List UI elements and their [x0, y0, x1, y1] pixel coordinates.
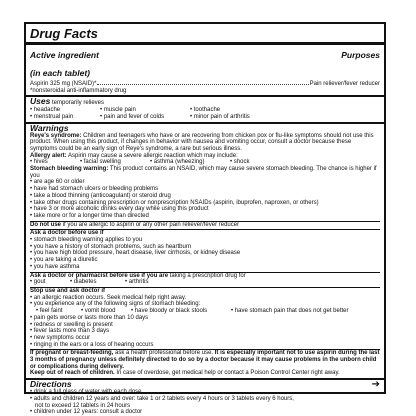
list-item: • vomit blood	[81, 308, 116, 315]
list-item: • pain and fever of colds	[100, 113, 165, 120]
ask-pharm-text: taking a prescription drug for	[169, 272, 246, 279]
ask-pharmacist	[30, 273, 380, 280]
ask-pharm-list	[30, 279, 380, 286]
list-item: • you have high blood pressure, heart disease, liver cirrhosis, or kidney disease	[30, 250, 241, 257]
keep-label: Keep out of reach of children.	[30, 370, 115, 377]
list-item: • asthma (wheezing)	[150, 159, 205, 166]
list-item: • shock	[230, 159, 250, 166]
pregnant-bold: It is especially important not to use aspirin during the last 3 months of pregnancy unless definitely directed to do so by a doctor because it may cause problems in the unborn child or complications during delivery.	[30, 350, 380, 370]
list-item: • arthritis	[125, 279, 149, 286]
list-item: • stomach bleeding warning applies to you	[30, 237, 143, 244]
list-item: • muscle pain	[100, 107, 136, 114]
stop-use-label: Stop use and ask doctor if	[30, 287, 106, 294]
active-ingredient-header	[30, 45, 380, 81]
warnings-heading: Warnings	[30, 122, 69, 133]
active-ingredient-heading: Active ingredient	[30, 50, 99, 60]
do-not-use-label: Do not use	[30, 221, 61, 228]
list-item: • drink a full glass of water with each dose	[30, 389, 142, 396]
list-item: • you are taking a diuretic	[30, 257, 98, 264]
list-item: • headache	[30, 107, 61, 114]
list-item: • children under 12 years: consult a doctor	[30, 409, 143, 416]
list-item: • feel faint	[36, 308, 63, 315]
list-item: • menstrual pain	[30, 113, 74, 120]
drug-facts-title: Drug Facts	[30, 26, 98, 41]
list-item: • adults and children 12 years and over: take 1 or 2 tablets every 4 hours or 3 tablets every 6 hours,	[30, 395, 294, 402]
allergy-list	[30, 159, 380, 166]
uses-heading: Uses	[30, 96, 51, 107]
leader-dots	[97, 84, 308, 85]
list-item: • ringing in the ears or a loss of hearing occurs	[30, 341, 154, 348]
list-item: not to exceed 12 tablets in 24 hours	[30, 402, 131, 409]
pregnant-label: If pregnant or breast-feeding,	[30, 350, 114, 357]
allergy-alert	[30, 153, 380, 160]
uses-intro: temporarily relieves	[52, 100, 105, 107]
directions-list	[30, 389, 380, 416]
keep-out-of-reach	[30, 370, 380, 377]
list-item: • minor pain of arthritis	[190, 113, 250, 120]
list-item: • gout	[30, 279, 46, 286]
pregnant-text: ask a health professional before use.	[115, 350, 214, 357]
stop-use-list	[30, 295, 380, 308]
list-item: • pain gets worse or lasts more than 10 days	[30, 314, 149, 321]
bleeding-label: Stomach bleeding warning:	[30, 166, 109, 173]
ingredient-row	[30, 81, 380, 88]
do-not-use	[30, 222, 380, 229]
continue-arrow-icon: ➔	[371, 379, 380, 390]
list-item: • toothache	[190, 107, 221, 114]
reye-warning	[30, 133, 380, 153]
do-not-use-text: if you are allergic to aspirin or any other pain reliever/fever reducer	[62, 221, 240, 228]
list-item: • you have asthma	[30, 263, 80, 270]
ask-pharm-label: Ask a doctor or pharmacist before use if you are	[30, 272, 169, 279]
list-item: • take more or for a longer time than directed	[30, 212, 149, 219]
list-item: • facial swelling	[80, 159, 121, 166]
list-item: • redness or swelling is present	[30, 321, 113, 328]
bleeding-signs-list	[30, 308, 380, 315]
allergy-text: Aspirin may cause a severe allergic reaction which may include:	[68, 152, 238, 159]
purposes-heading: Purposes	[341, 50, 380, 60]
ask-doctor-list	[30, 237, 380, 271]
bleeding-text: This product contains an NSAID, which may cause severe stomach bleeding. The chance is higher if you	[30, 166, 377, 179]
list-item: • take a blood thinning (anticoagulant) or steroid drug	[30, 192, 171, 199]
uses-intro-row	[30, 97, 380, 107]
keep-text: In case of overdose, get medical help or contact a Poison Control Center right away.	[116, 370, 340, 377]
list-item: • you have a history of stomach problems, such as heartburn	[30, 243, 192, 250]
list-item: • have 3 or more alcoholic drinks every day while using this product	[30, 206, 209, 213]
list-item: • have stomach pain that does not get better	[231, 308, 349, 315]
pregnancy-warning	[30, 350, 380, 370]
bleeding-warning	[30, 166, 380, 179]
directions-heading: Directions	[30, 379, 72, 390]
list-item: • an allergic reaction occurs. Seek medical help right away.	[30, 294, 187, 301]
ingredient-name: Aspirin 325 mg (NSAID)*	[30, 81, 97, 87]
list-item: • you experience any of the following signs of stomach bleeding:	[30, 301, 201, 308]
list-item: • new symptoms occur	[30, 334, 91, 341]
drug-facts-panel	[24, 22, 386, 416]
allergy-label: Allergy alert:	[30, 152, 67, 159]
list-item: • have bloody or black stools	[131, 308, 208, 315]
ask-doctor-label: Ask a doctor before use if	[30, 230, 104, 237]
bleeding-list	[30, 179, 380, 219]
list-item: • have had stomach ulcers or bleeding problems	[30, 186, 159, 193]
list-item: • are age 60 or older	[30, 179, 85, 186]
ingredient-purpose: Pain reliever/fever reducer	[309, 81, 380, 87]
active-ingredient-sub: (in each tablet)	[30, 68, 90, 78]
uses-list	[30, 107, 380, 120]
list-item: • diabetes	[70, 279, 97, 286]
list-item: • hives	[30, 159, 48, 166]
reye-label: Reye's syndrome:	[30, 132, 82, 139]
nsaid-note: *nonsteroidal anti-inflammatory drug	[30, 87, 127, 94]
list-item: • take other drugs containing prescription or nonprescription NSAIDs (aspirin, ibuprofen, naproxen, or others)	[30, 199, 319, 206]
stop-use-list-2	[30, 315, 380, 349]
reye-text: Children and teenagers who have or are recovering from chicken pox or flu-like symptoms should not use this product. When using this product, if changes in behavior with nausea and vomiting occur, consult a doctor because these symptoms could be an early sign of Reye's syndrome, a rare but serious illness.	[30, 132, 374, 152]
list-item: • fever lasts more than 3 days	[30, 328, 110, 335]
